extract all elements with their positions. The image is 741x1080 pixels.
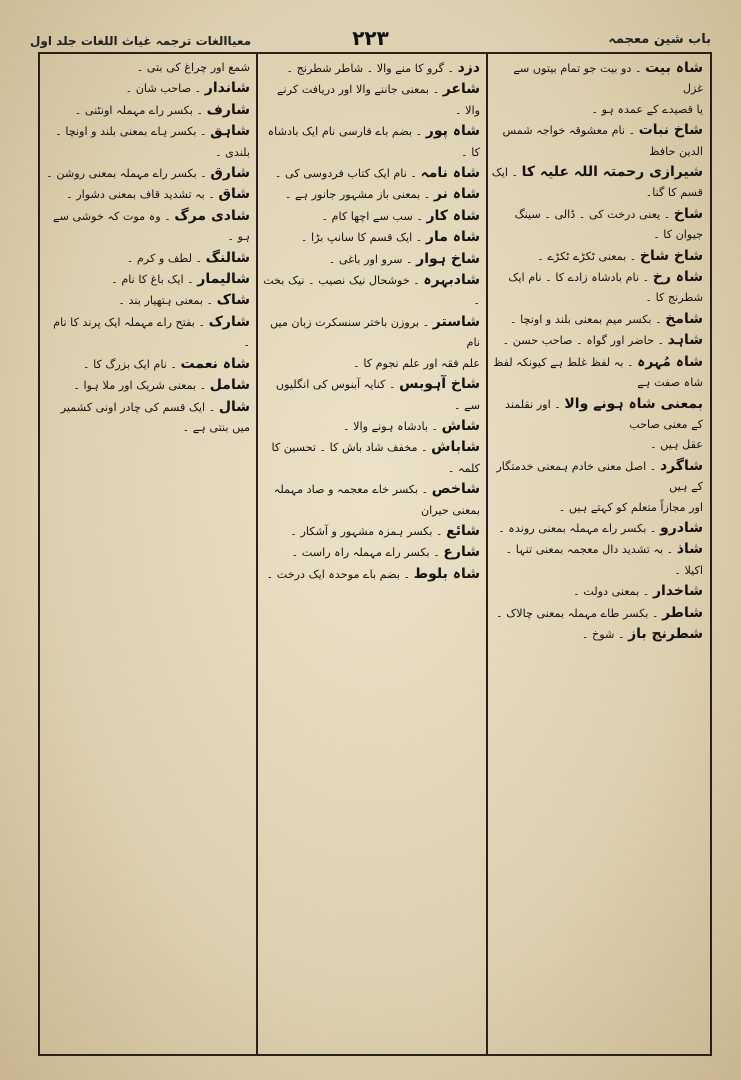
headword: شامل xyxy=(209,377,250,394)
entry-line: شادی مرگ ۔ وہ موت کہ خوشی سے ہو ۔ xyxy=(53,207,250,244)
column-right xyxy=(491,58,703,1050)
entry-line: عقل ہیں ۔ xyxy=(650,438,703,452)
entry-line: شالیمار ۔ ایک باغ کا نام ۔ xyxy=(111,271,250,288)
headword: شاہد xyxy=(667,332,703,349)
entry-line: شال ۔ ایک قسم کی چادر اونی کشمیر میں بنتی ہے ۔ xyxy=(60,398,250,434)
headword: شادی مرگ xyxy=(174,207,250,224)
entry-line: شاق ۔ بہ تشدید قاف بمعنی دشوار ۔ xyxy=(66,186,250,203)
entry-line: شاندار ۔ صاحب شان ۔ xyxy=(125,80,250,97)
entry-line: شائع ۔ بکسر ہمزہ مشہور و آشکار ۔ xyxy=(290,522,480,539)
entry-line: شاخ شاخ ۔ بمعنی ٹکڑے ٹکڑے ۔ xyxy=(537,247,703,264)
entry-line: دزد ۔ گرو کا منے والا ۔ شاطر شطرنج ۔ xyxy=(286,60,480,76)
headword: شادرو xyxy=(660,519,703,536)
entry-line: شاخدار ۔ بمعنی دولت ۔ xyxy=(573,583,703,600)
entry-line: یا قصیدے کے عمدہ ہو ۔ xyxy=(591,102,703,116)
headword: شاخ xyxy=(673,205,703,222)
headword: شالیمار xyxy=(197,271,250,288)
headword: شاہ مار xyxy=(425,229,480,246)
headword: شارع xyxy=(443,544,480,561)
entry-line: شاگرد ۔ اصل معنی خادم ہمعنی خدمتگار کے ہیں xyxy=(496,457,703,494)
entry-line: شاخ ۔ یعنی درخت کی ۔ ڈالی ۔ سینگ جیوان کا ۔ xyxy=(514,205,703,242)
entry-line: شاطر ۔ بکسر طاے مہملہ بمعنی چالاک ۔ xyxy=(496,604,703,621)
entry-line: شادرو ۔ بکسر راے مہملہ بمعنی روندہ ۔ xyxy=(498,519,703,536)
entry-line: شاہق ۔ بکسر ہاے بمعنی بلند و اونچا ۔ بلندی ۔ xyxy=(55,123,250,159)
headword: دزد xyxy=(457,60,480,76)
entry-line: شاہ نر ۔ بمعنی باز مشہور جانور ہے ۔ xyxy=(284,186,480,203)
headword: شاہ بلوط xyxy=(413,565,480,582)
headword: شاخدار xyxy=(652,583,703,600)
entry-line: شطرنج باز ۔ شوخ ۔ xyxy=(581,625,703,642)
headword: شاک xyxy=(216,292,250,309)
column-divider xyxy=(486,54,488,1054)
page-number: ۲۲۳ xyxy=(352,26,389,50)
headword: بمعنی شاہ ہونے والا xyxy=(564,395,703,412)
entry-line: شاعر ۔ بمعنی جاننے والا اور دریافت کرنے والا ۔ xyxy=(276,81,480,117)
entry-line: شاہ رخ ۔ نام بادشاہ زادے کا ۔ نام ایک شطرنج کا ۔ xyxy=(508,269,703,305)
column-middle xyxy=(262,58,480,1050)
entry-line: شمع اور چراغ کی بتی ۔ xyxy=(136,61,250,74)
entry-line: شارف ۔ بکسر راے مہملہ اونٹنی ۔ xyxy=(74,101,250,118)
headword: شاعر xyxy=(442,81,480,98)
headword: شاخ آہوبس xyxy=(399,376,480,393)
entry-line: شالنگ ۔ لطف و کرم ۔ xyxy=(126,249,250,266)
entry-line: اور مجازاً متعلم کو کہتے ہیں ۔ xyxy=(558,500,703,514)
headword: شیرازی رحمتہ اللہ علیہ کا xyxy=(521,164,703,181)
entry-line: بمعنی شاہ ہونے والا ۔ اور نقلمند کے معنی صاحب xyxy=(505,395,703,431)
entry-line: شاہ نعمت ۔ نام ایک بزرگ کا ۔ xyxy=(82,355,250,372)
entry-line: شاہ کار ۔ سب سے اچھا کام ۔ xyxy=(321,207,480,224)
entry-line: شاہد ۔ حاضر اور گواہ ۔ صاحب حسن ۔ xyxy=(502,332,703,349)
entry-line: شامخ ۔ بکسر میم بمعنی بلند و اونچا ۔ xyxy=(509,310,703,327)
headword: شاہ نر xyxy=(433,186,480,203)
entry-line: شاخ ہوار ۔ سرو اور باغی ۔ xyxy=(328,250,480,267)
headword: شامخ xyxy=(665,310,703,327)
headword: شاخص xyxy=(431,481,480,498)
entry-line: شاستر ۔ بروزن باختر سنسکرت زبان میں نام xyxy=(269,313,480,350)
headword: شارق xyxy=(210,165,250,182)
entry-line: شاہ بلوط ۔ بضم باے موحدہ ایک درخت ۔ xyxy=(266,565,480,582)
page-header xyxy=(30,24,711,54)
headword: شاش xyxy=(441,417,480,434)
headword: شارک xyxy=(208,313,250,330)
headword: شاہ بیت xyxy=(645,60,703,76)
entry-line: شاہ مار ۔ ایک قسم کا سانپ بڑا ۔ xyxy=(300,229,480,246)
headword: شاہ کار xyxy=(426,207,480,224)
entry-line: شارع ۔ بکسر راے مہملہ راہ راست ۔ xyxy=(291,544,480,561)
entry-line: شاخ نبات ۔ نام معشوقہ خواجہ شمس الدین حافظ xyxy=(502,122,703,158)
entry-line: شاش ۔ بادشاہ ہونے والا ۔ xyxy=(343,417,480,434)
headword: شاستر xyxy=(432,313,480,330)
entry-line: شاذ ۔ بہ تشدید دال معجمہ بمعنی تنہا ۔ اکیلا ۔ xyxy=(505,541,703,577)
entry-line: شارق ۔ بکسر راے مہملہ بمعنی روشن ۔ xyxy=(46,165,250,182)
headword: شاہ مُہرہ xyxy=(637,353,703,370)
entry-line: شاخ آہوبس ۔ کنایہ آبنوس کی انگلیوں سے ۔ xyxy=(275,376,480,412)
entry-line: شادبہرہ ۔ خوشحال نیک نصیب ۔ نیک بخت ۔ xyxy=(263,272,480,308)
headword: شطرنج باز xyxy=(628,625,703,642)
headword: شاطر xyxy=(662,604,703,621)
entry-line: شاہ پور ۔ بضم باے فارسی نام ایک بادشاہ کا ۔ xyxy=(267,123,480,159)
headword: شاندار xyxy=(204,80,250,97)
book-title: معیاالغات ترجمہ غیاث اللغات جلد اول xyxy=(30,34,252,48)
entry-line: علم فقہ اور علم نجوم کا ۔ xyxy=(353,356,480,370)
entry-line: شاہ نامہ ۔ نام ایک کتاب فردوسی کی ۔ xyxy=(274,165,480,182)
headword: شال xyxy=(218,398,250,415)
entry-line: شاہ بیت ۔ دو بیت جو تمام بیتوں سے غزل xyxy=(513,60,703,96)
headword: شاہق xyxy=(210,123,250,140)
headword: شارف xyxy=(206,101,250,118)
headword: شائع xyxy=(446,522,480,539)
headword: شاگرد xyxy=(659,457,703,474)
column-divider xyxy=(256,54,258,1054)
entry-line: شاہ مُہرہ ۔ بہ لفظ غلط ہے کیونکہ لفظ شاہ صفت ہے xyxy=(493,353,703,390)
headword: شاہ نعمت xyxy=(180,355,250,372)
entry-line: شارک ۔ بفتح راے مہملہ ایک پرند کا نام ۔ xyxy=(53,313,250,350)
headword: شاہ پور xyxy=(425,123,480,140)
entry-line: شیرازی رحمتہ اللہ علیہ کا ۔ ایک قسم کا گنا۔ xyxy=(491,164,703,200)
headword: شادبہرہ xyxy=(423,272,480,289)
headword: شاہ رخ xyxy=(652,269,703,286)
entry-line: شاباش ۔ مخفف شاد باش کا ۔ تحسین کا کلمہ ۔ xyxy=(271,439,480,475)
headword: شاخ نبات xyxy=(638,122,703,139)
entry-line: شاخص ۔ بکسر خاے معجمہ و صاد مہملہ بمعنی حیران xyxy=(273,481,480,517)
headword: شاہ نامہ xyxy=(420,165,480,182)
headword: شاق xyxy=(218,186,250,203)
headword: شاذ xyxy=(676,541,703,558)
chapter-title: باب شین معجمہ xyxy=(608,32,711,47)
column-left xyxy=(46,58,250,1050)
text-frame xyxy=(38,52,712,1056)
headword: شاباش xyxy=(431,439,480,456)
entry-line: شامل ۔ بمعنی شریک اور ملا ہوا ۔ xyxy=(73,377,250,394)
headword: شاخ ہوار xyxy=(416,250,480,267)
headword: شالنگ xyxy=(205,249,250,266)
entry-line: شاک ۔ بمعنی ہتھیار بند ۔ xyxy=(118,292,250,309)
headword: شاخ شاخ xyxy=(639,247,703,264)
